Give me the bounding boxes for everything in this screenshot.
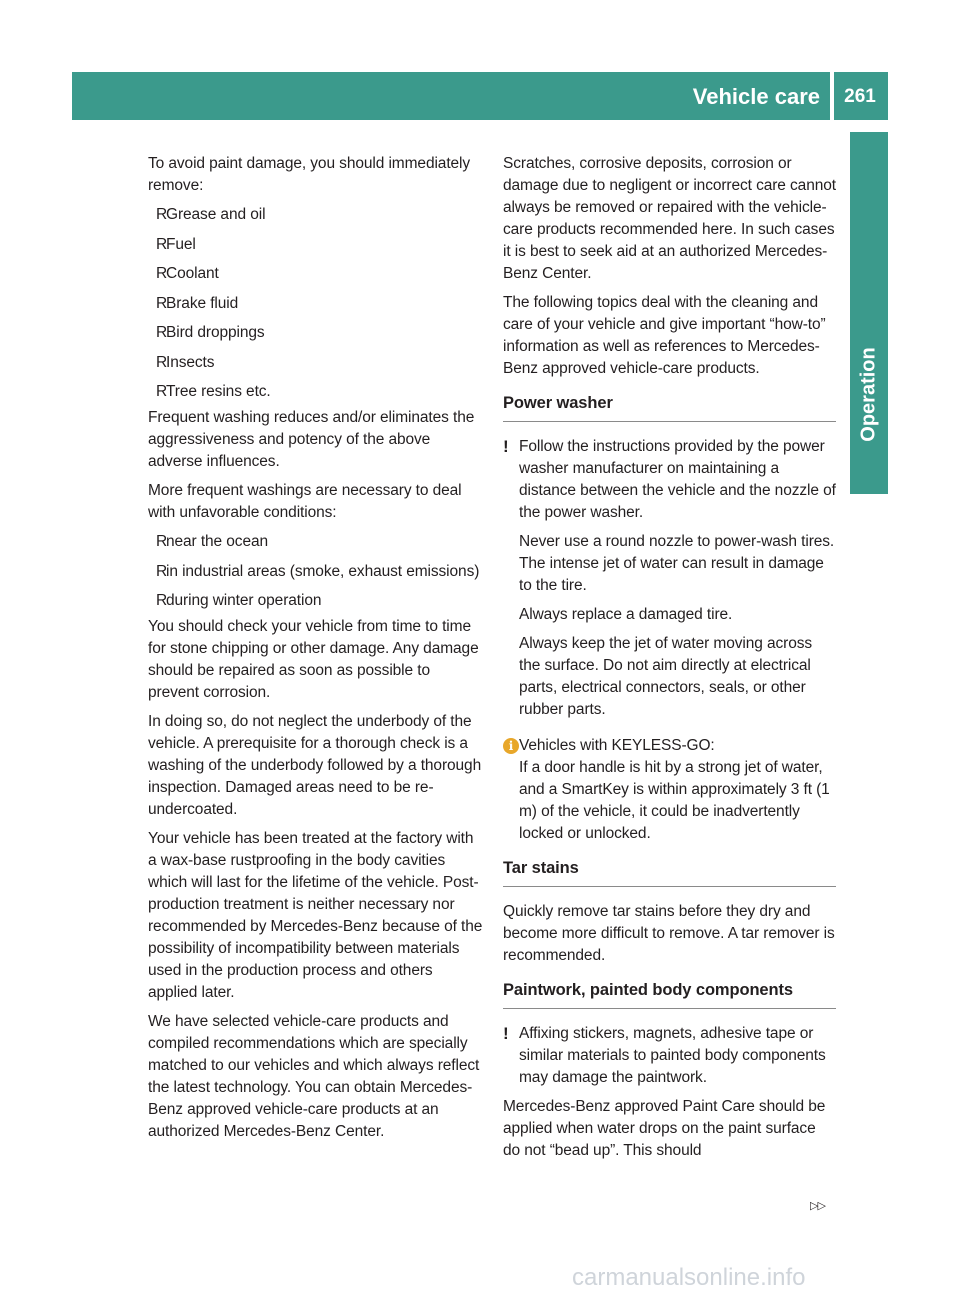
list-item: Rduring winter operation — [148, 590, 484, 612]
info-note-keyless-go — [503, 735, 836, 845]
list-item: Rin industrial areas (smoke, exhaust emissions) — [148, 561, 484, 583]
header-bar — [72, 72, 888, 120]
list-item: RTree resins etc. — [148, 381, 484, 403]
bullet-icon: R — [156, 324, 168, 341]
warning-note-paintwork: ! Affixing stickers, magnets, adhesive tape or similar materials to painted body components may damage the paintwork. — [503, 1024, 826, 1086]
paragraph: More frequent washings are necessary to deal with unfavorable conditions: — [148, 482, 462, 521]
list-item: RBrake fluid — [148, 293, 484, 315]
info-title: Vehicles with KEYLESS-GO: — [519, 737, 715, 754]
paragraph: In doing so, do not neglect the underbody of the vehicle. A prerequisite for a thorough check is a washing of the underbody followed by a thorough inspection. Damaged areas need to be re-undercoated. — [148, 713, 482, 818]
right-column — [503, 153, 836, 1169]
paragraph: Scratches, corrosive deposits, corrosion or damage due to negligent or incorrect care cannot always be removed or repaired with the vehicle-care products recommended here. In such cases it is best to seek aid at an authorized Mercedes-Benz Center. — [503, 155, 836, 282]
warning-icon: ! — [503, 437, 509, 456]
bullet-icon: R — [156, 533, 168, 550]
bullet-icon: R — [156, 383, 168, 400]
bullet-icon: R — [156, 206, 168, 223]
continue-arrow-icon: ▷▷ — [810, 1200, 825, 1212]
paragraph: Quickly remove tar stains before they dry and become more difficult to remove. A tar remover is recommended. — [503, 903, 835, 964]
bullet-list-contaminants — [148, 204, 484, 403]
info-icon: i — [503, 738, 519, 754]
list-item: RInsects — [148, 352, 484, 374]
list-item: RBird droppings — [148, 322, 484, 344]
list-item: Rnear the ocean — [148, 531, 484, 553]
bullet-list-conditions — [148, 531, 484, 612]
list-item: RCoolant — [148, 263, 484, 285]
bullet-icon: R — [156, 562, 168, 580]
bullet-icon: R — [156, 235, 168, 253]
paragraph: Mercedes-Benz approved Paint Care should be applied when water drops on the paint surface do not “bead up”. This should — [503, 1098, 826, 1159]
bullet-icon: R — [156, 353, 168, 371]
paragraph: Your vehicle has been treated at the factory with a wax-base rustproofing in the body cavities which will last for the lifetime of the vehicle. Post-production treatment is neither necessary nor recommended by Mercedes-Benz because of the possibility of incompatibility between materials used in the production process and others applied later. — [148, 830, 483, 1001]
heading-tar-stains: Tar stains — [503, 857, 836, 887]
side-tab-label — [850, 294, 888, 494]
heading-paintwork: Paintwork, painted body components — [503, 979, 836, 1009]
list-item: RGrease and oil — [148, 204, 484, 226]
bullet-icon: R — [156, 265, 168, 282]
page-number: 261 — [844, 86, 876, 107]
section-title: Vehicle care — [692, 84, 820, 109]
bullet-icon: R — [156, 294, 168, 312]
intro-paragraph: To avoid paint damage, you should immediately remove: — [148, 155, 471, 194]
list-item: RFuel — [148, 234, 484, 256]
warning-icon: ! — [503, 1024, 509, 1043]
paragraph: The following topics deal with the cleaning and care of your vehicle and give important “how-to” information as well as references to Mercedes-Benz approved vehicle-care products. — [503, 294, 826, 377]
warning-note-power-washer: ! Follow the instructions provided by the power washer manufacturer on maintaining a distance between the vehicle and the nozzle of the power washer. Never use a round nozzle to power-wash tires. The intense jet of water can result in damage to the tire. Always replace a damaged tire. Always keep the jet of water moving across the surface. Do not aim directly at electrical parts, electrical connectors, seals, or other rubber parts. — [503, 437, 836, 718]
left-column — [148, 153, 484, 1150]
paragraph: We have selected vehicle-care products and compiled recommendations which are specially matched to our vehicles and which always reflect the latest technology. You can obtain Mercedes-Benz approved vehicle-care products at an authorized Mercedes-Benz Center. — [148, 1013, 480, 1140]
paragraph: Frequent washing reduces and/or eliminates the aggressiveness and potency of the above adverse influences. — [148, 409, 475, 470]
info-text: If a door handle is hit by a strong jet of water, and a SmartKey is within approximately 3 ft (1 m) of the vehicle, it could be inadvertently locked or unlocked. — [519, 759, 830, 842]
bullet-icon: R — [156, 592, 168, 609]
watermark: carmanualsonline.info — [572, 1264, 806, 1291]
paragraph: You should check your vehicle from time to time for stone chipping or other damage. Any damage should be repaired as soon as possible to prevent corrosion. — [148, 618, 479, 701]
heading-power-washer: Power washer — [503, 392, 836, 422]
side-tab-text: Operation — [857, 346, 880, 442]
